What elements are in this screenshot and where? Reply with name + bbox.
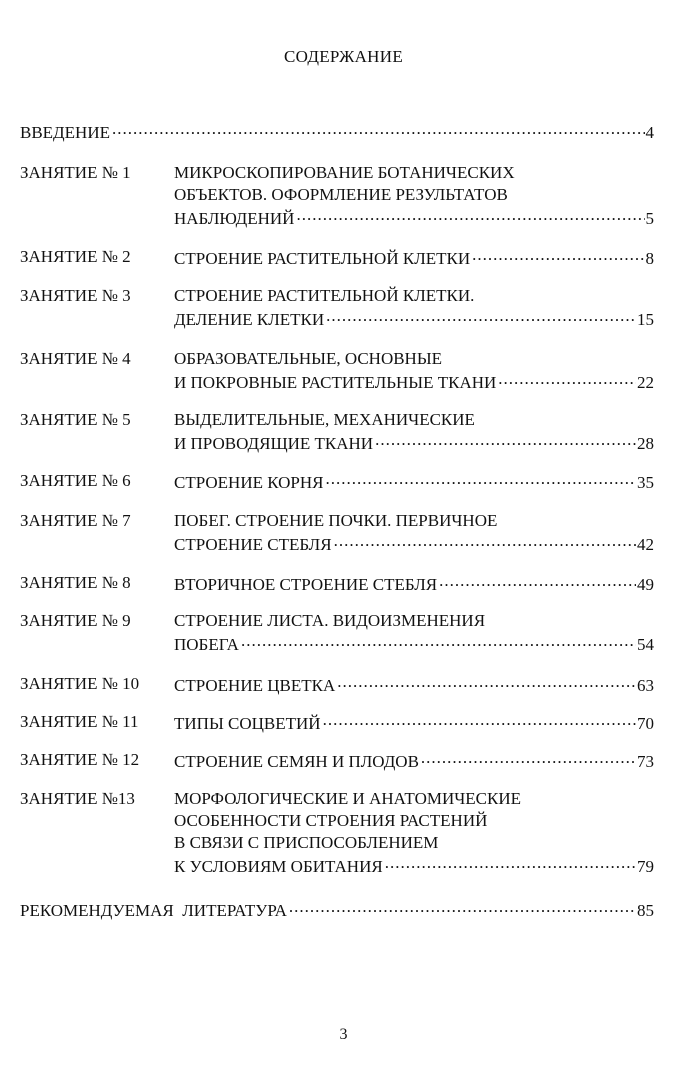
dot-leader [112, 120, 645, 138]
dot-leader [326, 470, 637, 488]
toc-entry-page: 54 [637, 635, 654, 654]
toc-entry-page: 35 [637, 473, 654, 492]
toc-entry-title-line: СТРОЕНИЕ СЕМЯН И ПЛОДОВ [174, 752, 419, 771]
toc-entry-page: 73 [637, 752, 654, 771]
page-number: 3 [339, 1026, 348, 1043]
toc-entry-label: ЗАНЯТИЕ № 11 [20, 712, 139, 731]
toc-entry-title-line: ДЕЛЕНИЕ КЛЕТКИ [174, 310, 325, 329]
dot-leader [498, 370, 636, 388]
toc-entry-title-line: ОБЪЕКТОВ. ОФОРМЛЕНИЕ РЕЗУЛЬТАТОВ [174, 185, 508, 204]
dot-leader [439, 572, 636, 590]
toc-entry-title-line: ОСОБЕННОСТИ СТРОЕНИЯ РАСТЕНИЙ [174, 811, 488, 830]
toc-entry-title-line: И ПОКРОВНЫЕ РАСТИТЕЛЬНЫЕ ТКАНИ [174, 373, 497, 392]
dot-leader [421, 749, 636, 767]
toc-entry-literature[interactable] [20, 898, 654, 922]
toc-entry-title: ВВЕДЕНИЕ [20, 123, 110, 142]
dot-leader [323, 711, 636, 729]
dot-leader [289, 898, 636, 916]
toc-entry-label: ЗАНЯТИЕ № 7 [20, 511, 131, 530]
toc-entry-title-line: ТИПЫ СОЦВЕТИЙ [174, 714, 321, 733]
toc-entry-page: 42 [637, 535, 654, 554]
toc-entry-title-line: ВЫДЕЛИТЕЛЬНЫЕ, МЕХАНИЧЕСКИЕ [174, 410, 475, 429]
toc-entry-title-line: СТРОЕНИЕ КОРНЯ [174, 473, 324, 492]
dot-leader [296, 206, 644, 224]
toc-entry-introduction[interactable] [20, 120, 654, 144]
toc-entry-label: ЗАНЯТИЕ № 1 [20, 163, 131, 182]
dot-leader [472, 246, 644, 264]
toc-entry-label: ЗАНЯТИЕ № 5 [20, 410, 131, 429]
toc-entry-title-line: СТРОЕНИЕ ЛИСТА. ВИДОИЗМЕНЕНИЯ [174, 611, 486, 630]
toc-entry-title-line: В СВЯЗИ С ПРИСПОСОБЛЕНИЕМ [174, 833, 439, 852]
dot-leader [375, 431, 636, 449]
toc-entry-title-line: НАБЛЮДЕНИЙ [174, 209, 295, 228]
toc-entry-page: 49 [637, 575, 654, 594]
toc-entry-title-line: МОРФОЛОГИЧЕСКИЕ И АНАТОМИЧЕСКИЕ [174, 789, 522, 808]
toc-entry-title-line: К УСЛОВИЯМ ОБИТАНИЯ [174, 857, 383, 876]
dot-leader [326, 307, 636, 325]
toc-entry-page: 5 [645, 209, 654, 228]
toc-entry-title-line: ПОБЕГА [174, 635, 239, 654]
toc-entry-title-line: И ПРОВОДЯЩИЕ ТКАНИ [174, 434, 374, 453]
toc-entry-page: 85 [637, 901, 654, 920]
toc-entry-label: ЗАНЯТИЕ № 3 [20, 286, 131, 305]
toc-entry-page: 63 [637, 676, 654, 695]
toc-entry-page: 70 [637, 714, 654, 733]
toc-entry-page: 28 [637, 434, 654, 453]
toc-entry-page: 4 [645, 123, 654, 142]
toc-entry-page: 79 [637, 857, 654, 876]
dot-leader [337, 673, 636, 691]
toc-entry-page: 22 [637, 373, 654, 392]
toc-entry-label: ЗАНЯТИЕ № 12 [20, 750, 140, 769]
toc-entry-label: ЗАНЯТИЕ № 4 [20, 349, 131, 368]
toc-entry-title-line: МИКРОСКОПИРОВАНИЕ БОТАНИЧЕСКИХ [174, 163, 515, 182]
dot-leader [334, 532, 636, 550]
toc-entry-title-line: ПОБЕГ. СТРОЕНИЕ ПОЧКИ. ПЕРВИЧНОЕ [174, 511, 498, 530]
toc-entry-title-line: СТРОЕНИЕ СТЕБЛЯ [174, 535, 332, 554]
dot-leader [385, 854, 636, 872]
toc-entry-title: РЕКОМЕНДУЕМАЯ ЛИТЕРАТУРА [20, 901, 287, 920]
toc-entry-label: ЗАНЯТИЕ № 6 [20, 471, 131, 490]
toc-entry-label: ЗАНЯТИЕ № 2 [20, 247, 131, 266]
toc-entry-page: 8 [645, 249, 654, 268]
toc-entry-title-line: СТРОЕНИЕ РАСТИТЕЛЬНОЙ КЛЕТКИ. [174, 286, 475, 305]
toc-entry-label: ЗАНЯТИЕ №13 [20, 789, 135, 808]
toc-entry-page: 15 [637, 310, 654, 329]
toc-entry-title-line: СТРОЕНИЕ РАСТИТЕЛЬНОЙ КЛЕТКИ [174, 249, 471, 268]
toc-entry-label: ЗАНЯТИЕ № 9 [20, 611, 131, 630]
toc-entry-label: ЗАНЯТИЕ № 8 [20, 573, 131, 592]
toc-entry-title-line: ОБРАЗОВАТЕЛЬНЫЕ, ОСНОВНЫЕ [174, 349, 443, 368]
toc-entry-title-line: СТРОЕНИЕ ЦВЕТКА [174, 676, 336, 695]
toc-entry-label: ЗАНЯТИЕ № 10 [20, 674, 140, 693]
toc-entry-title-line: ВТОРИЧНОЕ СТРОЕНИЕ СТЕБЛЯ [174, 575, 438, 594]
dot-leader [241, 632, 636, 650]
page-title: СОДЕРЖАНИЕ [283, 47, 404, 66]
